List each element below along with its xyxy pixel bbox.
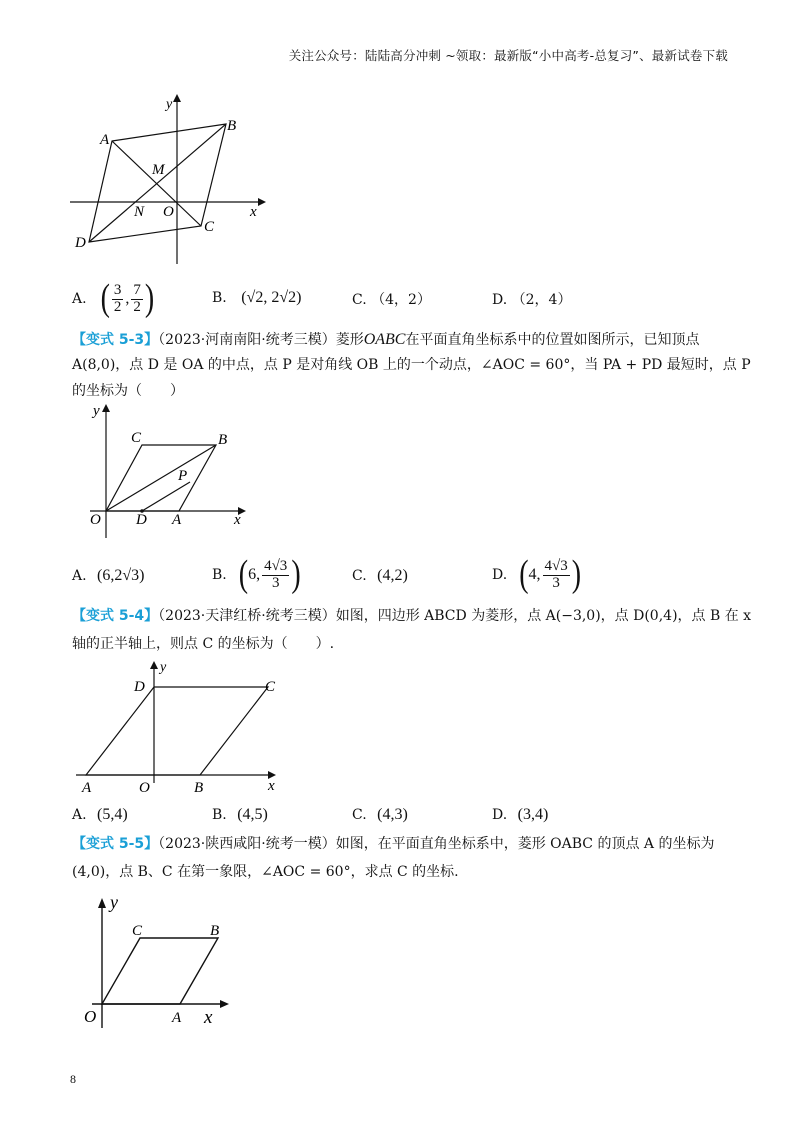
q54-option-a[interactable]: A. (5,4)	[72, 806, 128, 823]
page-number: 8	[70, 1072, 76, 1086]
fig2-label-x: x	[234, 512, 241, 528]
figure-2-rhombus	[68, 398, 258, 548]
fig1-label-y: y	[166, 97, 173, 112]
fig2-label-D: D	[136, 512, 147, 528]
fig2-label-B: B	[218, 432, 228, 448]
q53-option-b[interactable]: B. ( 6, $\frac{4√3}{3}$ )	[212, 553, 301, 596]
q53-option-a[interactable]: A. (6,2√3)	[72, 567, 145, 584]
figure-1-parallelogram	[60, 92, 270, 272]
fig3-label-O: O	[139, 780, 150, 796]
fig1-label-O: O	[163, 204, 174, 220]
q53-line-1: 【变式 5-3】（2023·河南南阳·统考三模）菱形OABC在平面直角坐标系中的位置如图所示，已知顶点	[72, 331, 700, 348]
q53-line-2: A(8,0)，点 D 是 OA 的中点，点 P 是对角线 OB 上的一个动点，∠AOC = 60°，当 PA + PD 最短时，点 P	[72, 357, 751, 373]
fig2-label-A: A	[172, 512, 182, 528]
fraction: $\frac{4√3}{3}$	[264, 557, 288, 591]
q53-option-d[interactable]: D. ( 4, $\frac{4√3}{3}$ )	[492, 553, 582, 596]
q54-option-b[interactable]: B. (4,5)	[212, 806, 268, 823]
page-header: 关注公众号：陆陆高分冲刺 ~领取：最新版“小中高考-总复习”、最新试卷下载	[288, 48, 728, 63]
q1-option-c[interactable]: C. （4，2）	[352, 292, 431, 308]
fig1-label-N: N	[134, 204, 145, 220]
q53-option-c[interactable]: C. (4,2)	[352, 567, 408, 584]
q1-option-a[interactable]: A. ( $\frac{3}{2}$ , $\frac{7}{2}$ )	[72, 277, 155, 320]
fig4-label-x: x	[204, 1007, 213, 1028]
fraction: $\frac{3}{2}$	[113, 281, 122, 315]
q53-tag: 【变式 5-3】	[72, 332, 159, 348]
fig3-label-y: y	[160, 660, 167, 675]
q55-tag: 【变式 5-5】	[72, 836, 159, 852]
fig4-label-C: C	[132, 923, 143, 939]
fig4-label-A: A	[172, 1010, 182, 1026]
fig2-label-C: C	[131, 430, 142, 446]
q53-line-3: 的坐标为（ ）	[72, 383, 184, 399]
fraction: $\frac{4√3}{3}$	[544, 557, 568, 591]
fig2-label-O: O	[90, 512, 101, 528]
fraction: $\frac{7}{2}$	[133, 281, 141, 315]
fig4-label-y: y	[110, 892, 118, 912]
q54-line-2: 轴的正半轴上，则点 C 的坐标为（ ）.	[72, 636, 335, 652]
q54-option-d[interactable]: D. (3,4)	[492, 806, 549, 823]
q55-line-2: (4,0)，点 B、C 在第一象限，∠AOC = 60°，求点 C 的坐标.	[72, 864, 459, 880]
q54-tag: 【变式 5-4】	[72, 608, 159, 624]
fig1-label-x: x	[250, 204, 257, 220]
fig3-label-D: D	[134, 679, 145, 695]
fig4-label-B: B	[210, 923, 220, 939]
q1-option-d[interactable]: D. （2，4）	[492, 292, 572, 308]
fig3-label-C: C	[265, 679, 276, 695]
fig1-label-A: A	[100, 132, 110, 148]
fig1-label-B: B	[227, 118, 237, 134]
fig4-label-O: O	[84, 1007, 97, 1026]
q1-option-b[interactable]: B. (√2, 2√2)	[212, 289, 302, 306]
q55-line-1: 【变式 5-5】（2023·陕西咸阳·统考一模）如图，在平面直角坐标系中，菱形 OABC 的顶点 A 的坐标为	[72, 836, 715, 852]
q54-line-1: 【变式 5-4】（2023·天津红桥·统考三模）如图，四边形 ABCD 为菱形，点 A(−3,0)，点 D(0,4)，点 B 在 x	[72, 608, 752, 624]
fig1-label-M: M	[152, 162, 165, 178]
fig1-label-C: C	[204, 219, 215, 235]
fig3-label-B: B	[194, 780, 204, 796]
fig3-label-x: x	[268, 778, 275, 794]
figure-4-rhombus	[72, 890, 242, 1040]
fig2-label-y: y	[93, 403, 100, 419]
fig1-label-D: D	[75, 235, 86, 251]
figure-3-rhombus	[72, 655, 292, 800]
fig3-label-A: A	[82, 780, 92, 796]
fig2-label-P: P	[178, 468, 188, 484]
q54-option-c[interactable]: C. (4,3)	[352, 806, 408, 823]
